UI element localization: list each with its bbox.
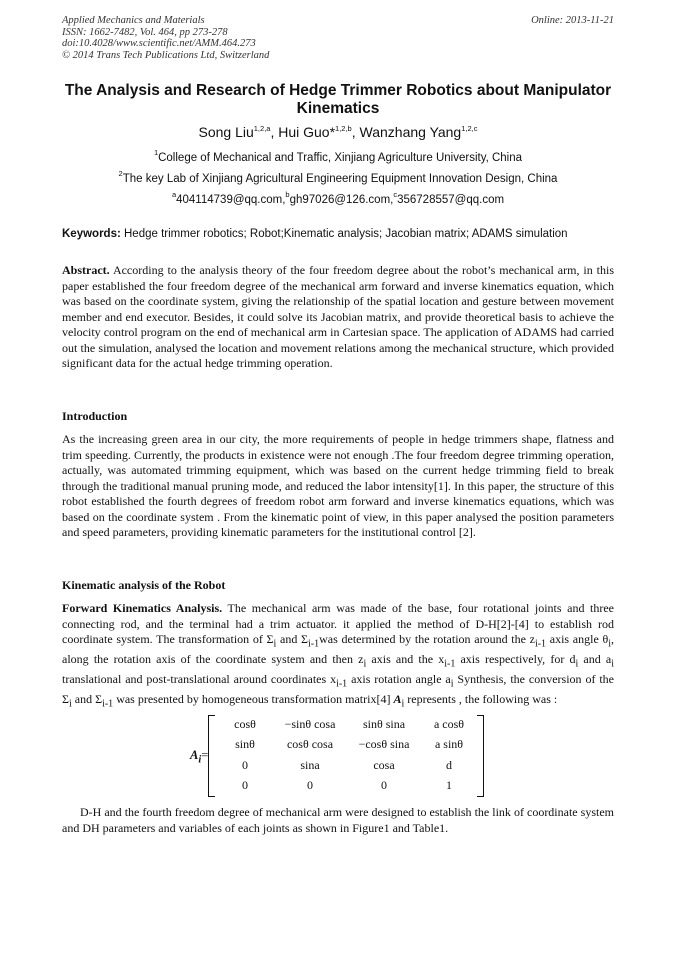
author-name: Song Liu (198, 124, 254, 140)
text-run: axis respectively, for d (455, 651, 576, 666)
introduction-paragraph: As the increasing green area in our city, the more requirements of people in hedge trimmers shape, flatness and trim speeding. Currently, the products in existence were not enough .The four freedom degree trimming operation, actually, was automated trimming equipment, which was based on the current hedge trimming field to break through the traditional manual pruning mode, and reduced the labor intensity[1]. In this paper, the structure of this robot established the fourth degrees of freedom robot arm forward and inverse kinematics equations, which was based on the coordinate system . From the kinematic point of view, in this paper analysed the position parameters and speed parameters, providing kinematic parameters for the institutional control [2]. (62, 432, 614, 539)
author-name: Wanzhang Yang (359, 124, 462, 140)
subsection-heading: Forward Kinematics Analysis. (62, 601, 223, 615)
subscript: i-1 (336, 678, 348, 690)
abstract-text: According to the analysis theory of the four freedom degree about the robot’s mechanical arm, in this paper established the four freedom degree of the mechanical arm forward and inverse kinematics equation, which was based on the coordinate system, giving the relationship of the spatial location and gesture between movement member and end executor. Besides, it could solve its Jacobian matrix, and provide theoretical basis to achieve the velocity control program on the end of mechanical arm in Cartesian space. The application of ADAMS had carried out the simulation, analysed the location and movement relations among the mechanical structure, which provided significant data for the actual hedge trimming operation. (62, 263, 614, 370)
author-list: Song Liu$^{1,2,a}$, Hui Guo*$^{1,2,b}$, Wanzhang Yang$^{1,2,c}$ (198, 124, 478, 140)
affiliation-sup: 2 (118, 169, 123, 178)
subscript: i (68, 698, 72, 710)
author-sup: 1,2,b (335, 124, 352, 133)
matrix-cell: sinθ sina (362, 717, 406, 731)
subscript: i (401, 698, 405, 710)
matrix-cell: sinθ (235, 737, 255, 751)
text-run: axis and the x (366, 651, 445, 666)
subscript: i-1 (444, 658, 456, 670)
text-run: and Σ (71, 691, 103, 706)
email-sup: b (285, 190, 290, 199)
after-matrix-paragraph: D-H and the fourth freedom degree of mechanical arm were designed to establish the link of coordinate system and DH parameters and variables of each joints as shown in Figure1 and Table1. (62, 805, 614, 835)
affiliation (62, 148, 614, 165)
matrix-cell: 0 (307, 778, 313, 792)
subscript: i (575, 658, 579, 670)
author-sup: 1,2,a (253, 124, 271, 133)
subscript: i (363, 658, 367, 670)
matrix-symbol-inline: A (393, 691, 402, 706)
doi: doi:10.4028/www.scientific.net/AMM.464.273 (62, 38, 256, 49)
abstract-label: Abstract. (62, 263, 110, 277)
online-date: Online: 2013-11-21 (531, 15, 614, 26)
subscript: i (611, 658, 614, 670)
affiliation-text: The key Lab of Xinjiang Agricultural Engineering Equipment Innovation Design, China (122, 173, 558, 185)
matrix-cell: 0 (242, 758, 248, 772)
matrix-cell: 0 (242, 778, 248, 792)
matrix-cell: a cosθ (433, 717, 465, 731)
matrix-cell: sina (300, 758, 320, 772)
text-run: was presented by homogeneous transformation matrix[4] (113, 691, 394, 706)
text-run: axis rotation angle a (347, 671, 451, 686)
paper-title: The Analysis and Research of Hedge Trimmer Robotics about Manipulator Kinematics (64, 82, 612, 117)
matrix-cell: a sinθ (434, 737, 464, 751)
text-run: , along the rotation axis of the coordinate system and then z (62, 632, 614, 666)
matrix-cell: cosa (373, 758, 395, 772)
matrix-cell: d (446, 758, 452, 772)
copyright: © 2014 Trans Tech Publications Ltd, Switzerland (62, 49, 270, 61)
email[interactable]: gh97026@126.com, (289, 194, 394, 206)
transformation-matrix (208, 713, 484, 797)
subscript: i-1 (534, 638, 547, 650)
email-sup: a (171, 190, 177, 199)
author-name: Hui Guo* (278, 124, 336, 140)
section-heading-kinematic: Kinematic analysis of the Robot (62, 578, 226, 592)
kinematic-paragraph (62, 601, 614, 712)
matrix-symbol: A (190, 748, 199, 762)
matrix-cell: −cosθ sina (358, 737, 410, 751)
text-run: and a (578, 651, 612, 666)
text-run: Synthesis, the conversion of the Σ (62, 671, 614, 706)
keywords-label: Keywords: (62, 228, 121, 240)
text-run: The mechanical arm was made of the base, four rotational joints and three connecting rod, and the terminal had a trim actuator. it applied the method of D-H[2]-[4] to establish rod coordinate system. The transformation of Σ (62, 601, 614, 646)
section-heading-introduction: Introduction (62, 409, 128, 423)
keywords (62, 227, 614, 241)
matrix-subscript: i (198, 754, 202, 766)
email-sup: c (393, 190, 398, 199)
journal-header (62, 15, 269, 61)
issn: ISSN: 1662-7482, Vol. 464, pp 273-278 (62, 26, 228, 38)
subscript: i-1 (102, 698, 114, 710)
matrix-cell: 1 (446, 778, 452, 792)
affiliation (62, 169, 614, 186)
journal-name: Applied Mechanics and Materials (62, 15, 205, 26)
text-run: axis angle θ (546, 632, 609, 646)
text-run: and Σ (276, 632, 309, 646)
text-run: was determined by the rotation around the z (319, 632, 535, 646)
matrix-cell: cosθ cosa (286, 737, 334, 751)
subscript: i-1 (308, 638, 320, 650)
matrix-equals: = (201, 748, 209, 762)
matrix-cell: cosθ (234, 717, 256, 731)
author-sup: 1,2,c (461, 124, 478, 133)
matrix-cell: 0 (381, 778, 387, 792)
affiliation-sup: 1 (153, 148, 159, 157)
subscript: i (608, 638, 611, 650)
matrix-label (190, 748, 208, 766)
subscript: i (450, 678, 454, 690)
text-run: translational and post-translational around coordinates x (62, 671, 337, 686)
matrix-cell: −sinθ cosa (284, 717, 336, 731)
text-run: represents , the following was : (404, 691, 558, 706)
subscript: i (273, 638, 277, 650)
abstract (62, 263, 614, 372)
email-list (62, 190, 614, 207)
email[interactable]: 356728557@qq.com (397, 194, 505, 206)
keywords-text: Hedge trimmer robotics; Robot;Kinematic analysis; Jacobian matrix; ADAMS simulation (124, 228, 568, 240)
affiliation-text: College of Mechanical and Traffic, Xinjiang Agriculture University, China (158, 152, 523, 164)
email[interactable]: 404114739@qq.com, (176, 194, 286, 206)
